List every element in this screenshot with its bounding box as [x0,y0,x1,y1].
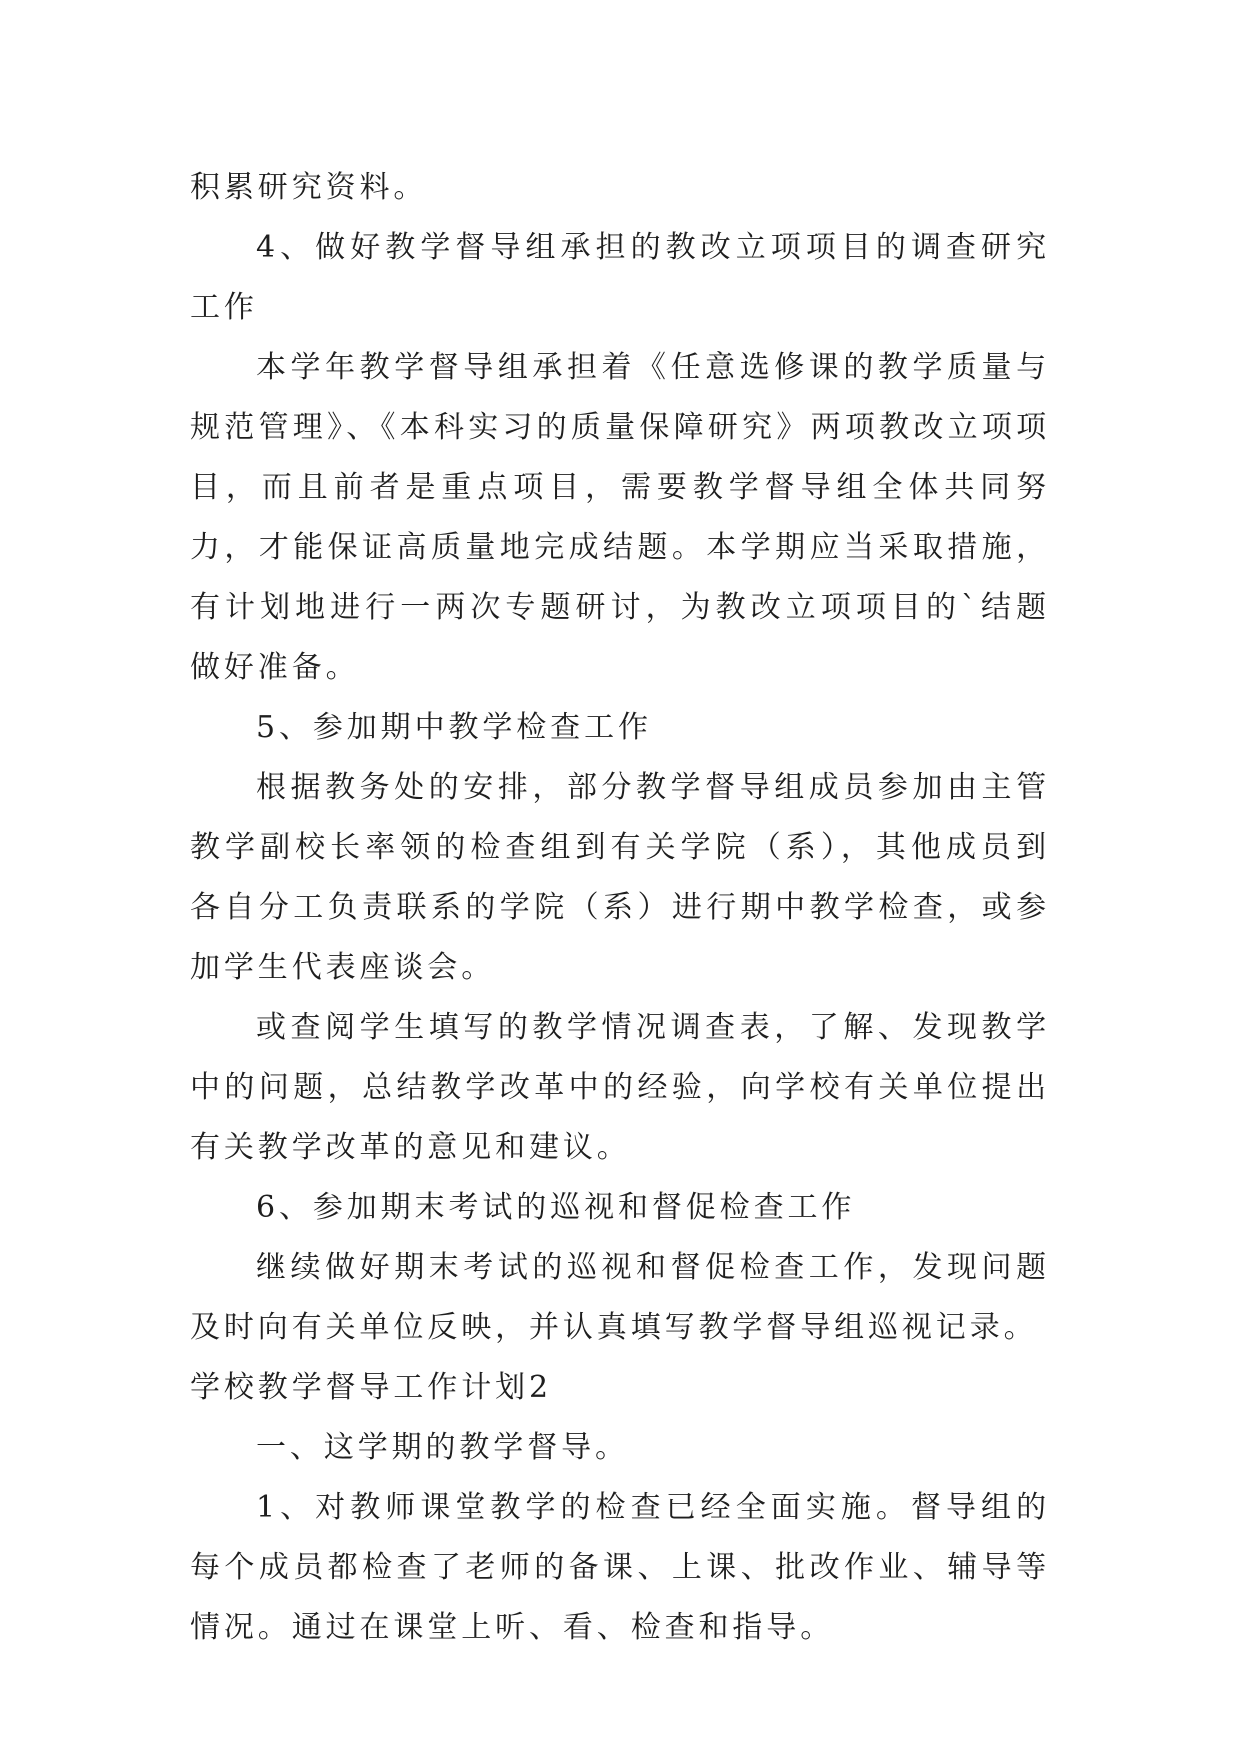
section-heading-1: 一、这学期的教学督导。 [256,1430,629,1465]
paragraph-body: 继续做好期末考试的巡视和督促检查工作，发现问题及时向有关单位反映，并认真填写教学督导组巡视记录。 [190,1250,1050,1345]
section-heading-4: 4、做好教学督导组承担的教改立项项目的调查研究工作 [190,230,1050,325]
document-page [190,158,1050,1658]
paragraph-body: 或查阅学生填写的教学情况调查表，了解、发现教学中的问题，总结教学改革中的经验，向学校有关单位提出有关教学改革的意见和建议。 [190,1010,1050,1165]
paragraph-body: 1、对教师课堂教学的检查已经全面实施。督导组的每个成员都检查了老师的备课、上课、批改作业、辅导等情况。通过在课堂上听、看、检查和指导。 [190,1490,1050,1645]
paragraph-body: 本学年教学督导组承担着《任意选修课的教学质量与规范管理》、《本科实习的质量保障研究》两项教改立项项目，而且前者是重点项目，需要教学督导组全体共同努力，才能保证高质量地完成结题。本学期应当采取措施，有计划地进行一两次专题研讨，为教改立项项目的`结题做好准备。 [190,350,1050,685]
document-title: 学校教学督导工作计划2 [190,1370,552,1405]
paragraph-continuation: 积累研究资料。 [190,170,428,205]
paragraph-body: 根据教务处的安排，部分教学督导组成员参加由主管教学副校长率领的检查组到有关学院（系），其他成员到各自分工负责联系的学院（系）进行期中教学检查，或参加学生代表座谈会。 [190,770,1050,985]
section-heading-6: 6、参加期末考试的巡视和督促检查工作 [256,1190,856,1225]
section-heading-5: 5、参加期中教学检查工作 [256,710,652,745]
